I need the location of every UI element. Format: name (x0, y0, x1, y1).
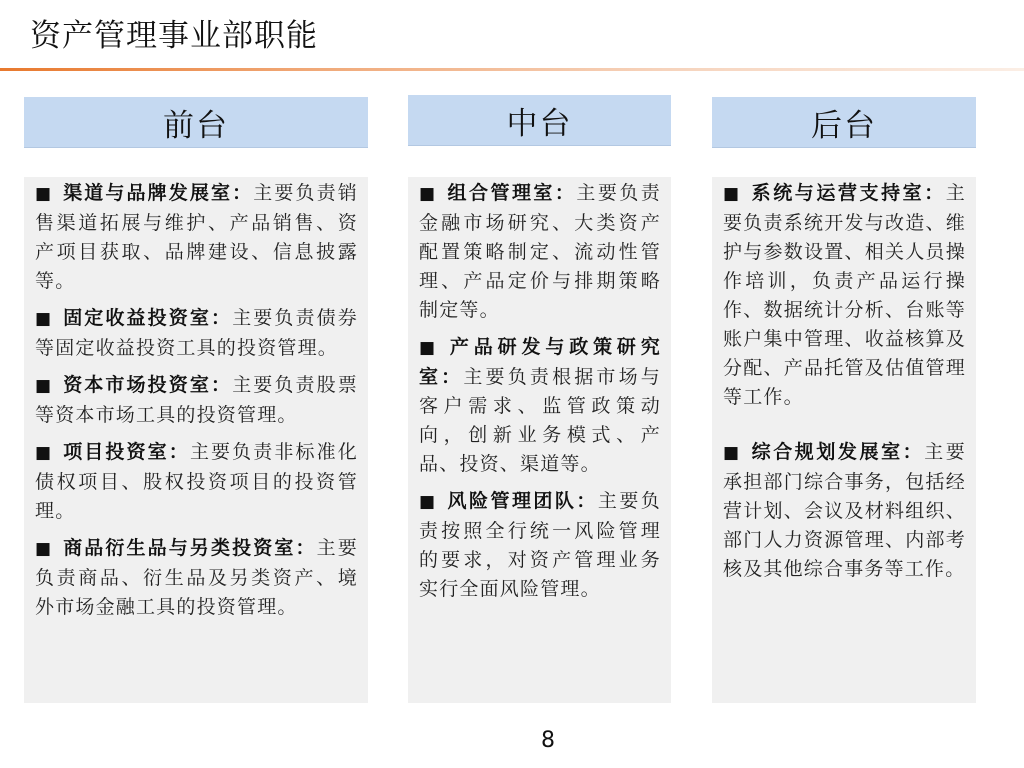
front-entry (35, 179, 358, 296)
entry-description: 主要负责系统开发与改造、维护与参数设置、相关人员操作培训，负责产品运行操作、数据统计分析、台账等账户集中管理、收益核算及分配、产品托管及估值管理等工作。 (723, 182, 966, 408)
entry-name: 渠道与品牌发展室： (62, 182, 254, 204)
bullet-square-icon: ■ (419, 492, 437, 512)
column-panel-front (24, 177, 368, 703)
middle-entry (419, 487, 661, 604)
entry-description: 主要负责非标准化债权项目、股权投资项目的投资管理。 (35, 441, 358, 522)
slide-title: 资产管理事业部职能 (30, 18, 318, 54)
entry-name: 资本市场投资室： (62, 374, 233, 396)
column-panel-middle (408, 177, 671, 703)
column-header-back: 后台 (712, 97, 976, 148)
column-header-middle: 中台 (408, 95, 671, 146)
entry-name: 风险管理团队： (446, 490, 598, 512)
entry-description: 主要负责股票等资本市场工具的投资管理。 (35, 374, 359, 426)
bullet-square-icon: ■ (419, 184, 437, 204)
back-entry (723, 179, 966, 412)
bullet-square-icon: ■ (35, 309, 53, 329)
entry-description: 主要负责金融市场研究、大类资产配置策略制定、流动性管理、产品定价与排期策略制定等。 (419, 182, 661, 321)
entry-description: 主要承担部门综合事务，包括经营计划、会议及材料组织、部门人力资源管理、内部考核及其他综合事务等工作。 (723, 441, 966, 580)
page-number: 8 (541, 728, 555, 753)
entry-name: 产品研发与政策研究室： (419, 336, 661, 388)
front-entry (35, 371, 358, 430)
bullet-square-icon: ■ (723, 184, 741, 204)
middle-entry (419, 179, 661, 325)
title-underline (0, 68, 1024, 71)
entry-name: 商品衍生品与另类投资室： (62, 537, 317, 559)
entry-name: 系统与运营支持室： (750, 182, 946, 204)
column-header-front: 前台 (24, 97, 368, 148)
bullet-square-icon: ■ (35, 443, 53, 463)
entry-description: 主要负责根据市场与客户需求、监管政策动向，创新业务模式、产品、投资、渠道等。 (419, 366, 661, 475)
entry-description: 主要负责销售渠道拓展与维护、产品销售、资产项目获取、品牌建设、信息披露等。 (35, 182, 358, 292)
bullet-square-icon: ■ (723, 443, 741, 463)
column-panel-back (712, 177, 976, 703)
bullet-square-icon: ■ (35, 376, 53, 396)
entry-name: 综合规划发展室： (750, 441, 925, 463)
back-entry (723, 438, 966, 584)
entry-description: 主要负责按照全行统一风险管理的要求，对资产管理业务实行全面风险管理。 (419, 490, 661, 600)
bullet-square-icon: ■ (419, 338, 437, 358)
front-entry (35, 534, 358, 622)
bullet-square-icon: ■ (35, 184, 53, 204)
entry-name: 项目投资室： (62, 441, 190, 463)
entry-description: 主要负责债券等固定收益投资工具的投资管理。 (35, 307, 359, 359)
middle-entry (419, 333, 661, 479)
front-entry (35, 438, 358, 526)
entry-description: 主要负责商品、衍生品及另类资产、境外市场金融工具的投资管理。 (35, 537, 358, 618)
bullet-square-icon: ■ (35, 539, 53, 559)
front-entry (35, 304, 358, 363)
entry-name: 固定收益投资室： (62, 307, 233, 329)
entry-name: 组合管理室： (446, 182, 577, 204)
